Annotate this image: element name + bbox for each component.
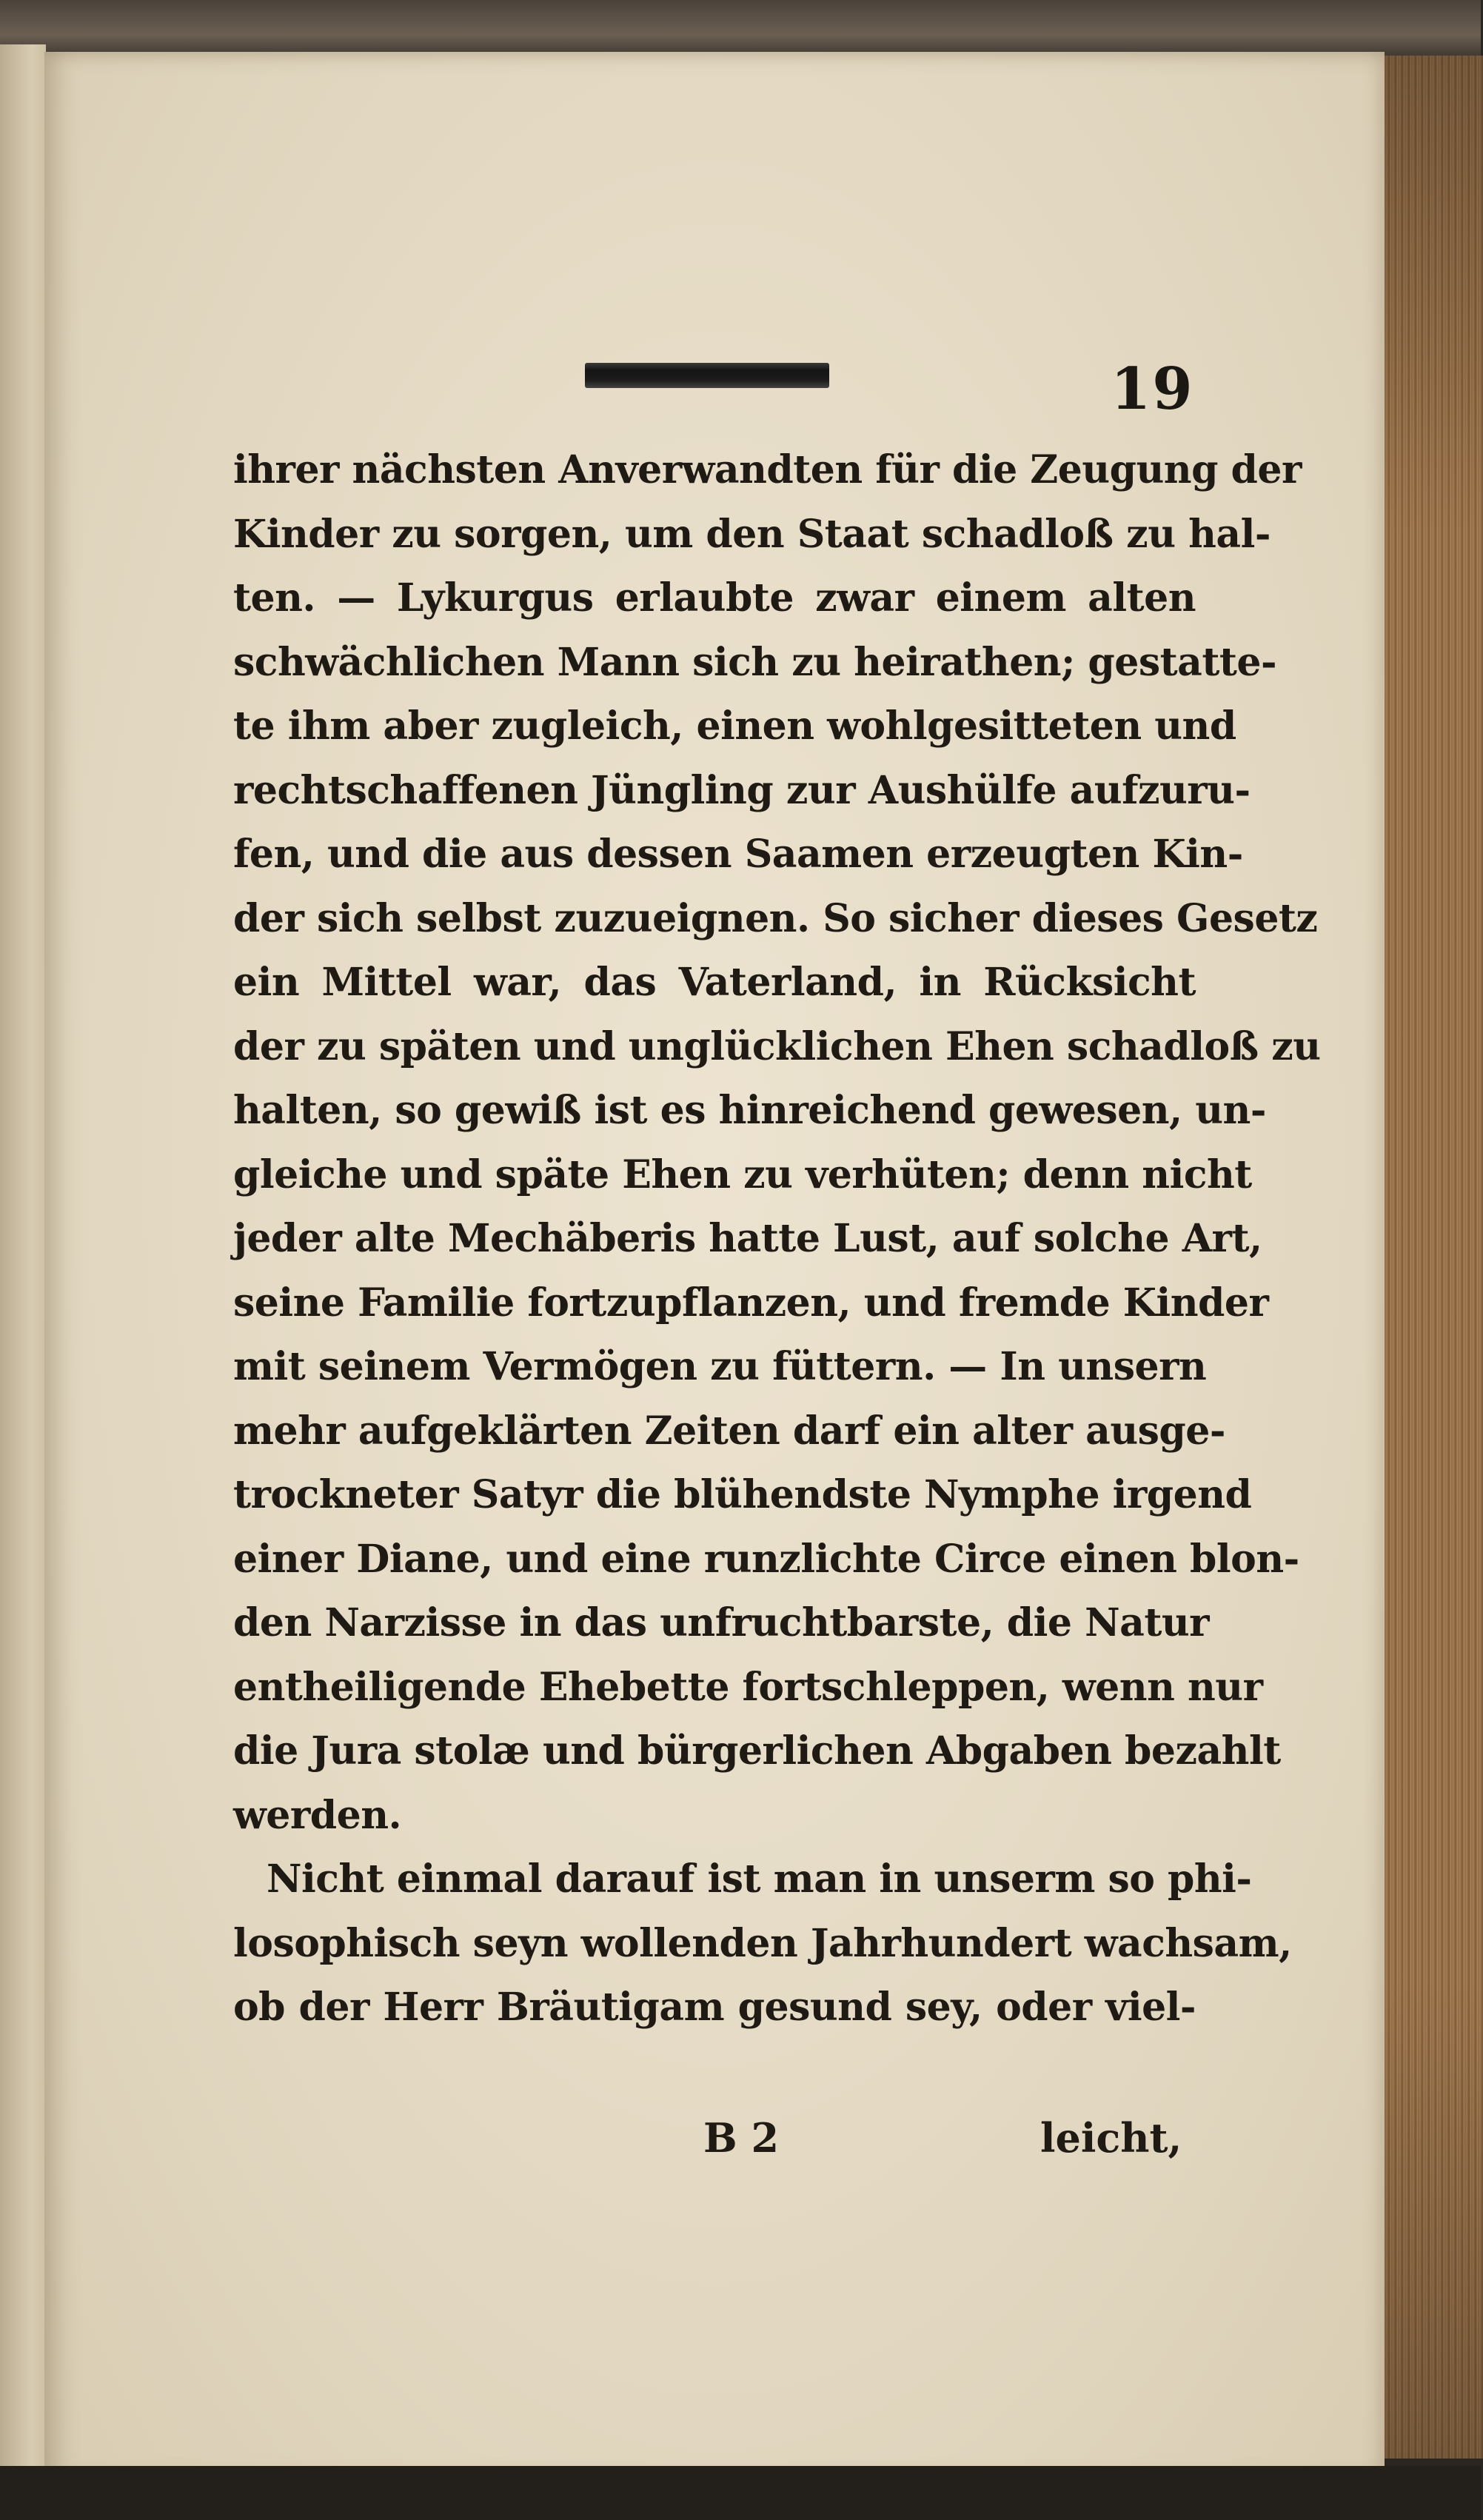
text-line: te ihm aber zugleich, einen wohlgesitteten und — [233, 703, 1236, 749]
text-line: losophisch seyn wollenden Jahrhundert wachsam, — [233, 1920, 1292, 1966]
text-line: ein Mittel war, das Vaterland, in Rücksicht — [233, 960, 1196, 1005]
text-line: ten. — Lykurgus erlaubte zwar einem alten — [233, 575, 1196, 621]
text-line: Kinder zu sorgen, um den Staat schadloß zu hal- — [233, 511, 1271, 557]
background-bottom — [0, 2466, 1481, 2520]
text-line: ob der Herr Bräutigam gesund sey, oder viel- — [233, 1985, 1196, 2030]
binding-top — [0, 0, 1481, 58]
text-line: jeder alte Mechäberis hatte Lust, auf solche Art, — [233, 1216, 1262, 1261]
catchword: leicht, — [1040, 2114, 1182, 2162]
page-number: 19 — [1111, 355, 1194, 423]
printer-signature: B 2 — [703, 2114, 780, 2162]
text-line: werden. — [233, 1792, 402, 1838]
text-line: mehr aufgeklärten Zeiten darf ein alter ausge- — [233, 1408, 1225, 1454]
header-rule — [585, 363, 829, 388]
body-text — [233, 438, 1321, 2040]
text-line: trockneter Satyr die blühendste Nymphe irgend — [233, 1472, 1252, 1517]
text-line: die Jura stolæ und bürgerlichen Abgaben bezahlt — [233, 1728, 1281, 1774]
text-line: entheiligende Ehebette fortschleppen, wenn nur — [233, 1664, 1263, 1710]
text-line: Nicht einmal darauf ist man in unserm so phi- — [267, 1856, 1252, 1902]
text-line: der zu späten und unglücklichen Ehen schadloß zu — [233, 1023, 1321, 1069]
text-line: den Narzisse in das unfruchtbarste, die Natur — [233, 1600, 1210, 1645]
text-line: einer Diane, und eine runzlichte Circe einen blon- — [233, 1536, 1299, 1582]
text-line: ihrer nächsten Anverwandten für die Zeugung der — [233, 447, 1302, 492]
previous-page-edge — [0, 44, 46, 2473]
book-page — [44, 52, 1385, 2481]
text-line: mit seinem Vermögen zu füttern. — In unsern — [233, 1344, 1207, 1389]
text-line: schwächlichen Mann sich zu heirathen; gestatte- — [233, 639, 1277, 685]
text-line: rechtschaffenen Jüngling zur Aushülfe aufzuru- — [233, 767, 1251, 813]
text-line: halten, so gewiß ist es hinreichend gewesen, un- — [233, 1088, 1266, 1133]
text-line: gleiche und späte Ehen zu verhüten; denn nicht — [233, 1152, 1252, 1197]
text-line: fen, und die aus dessen Saamen erzeugten Kin- — [233, 832, 1243, 877]
text-line: der sich selbst zuzueignen. So sicher dieses Gesetz — [233, 895, 1318, 941]
text-line: seine Familie fortzupflanzen, und fremde Kinder — [233, 1280, 1269, 1326]
